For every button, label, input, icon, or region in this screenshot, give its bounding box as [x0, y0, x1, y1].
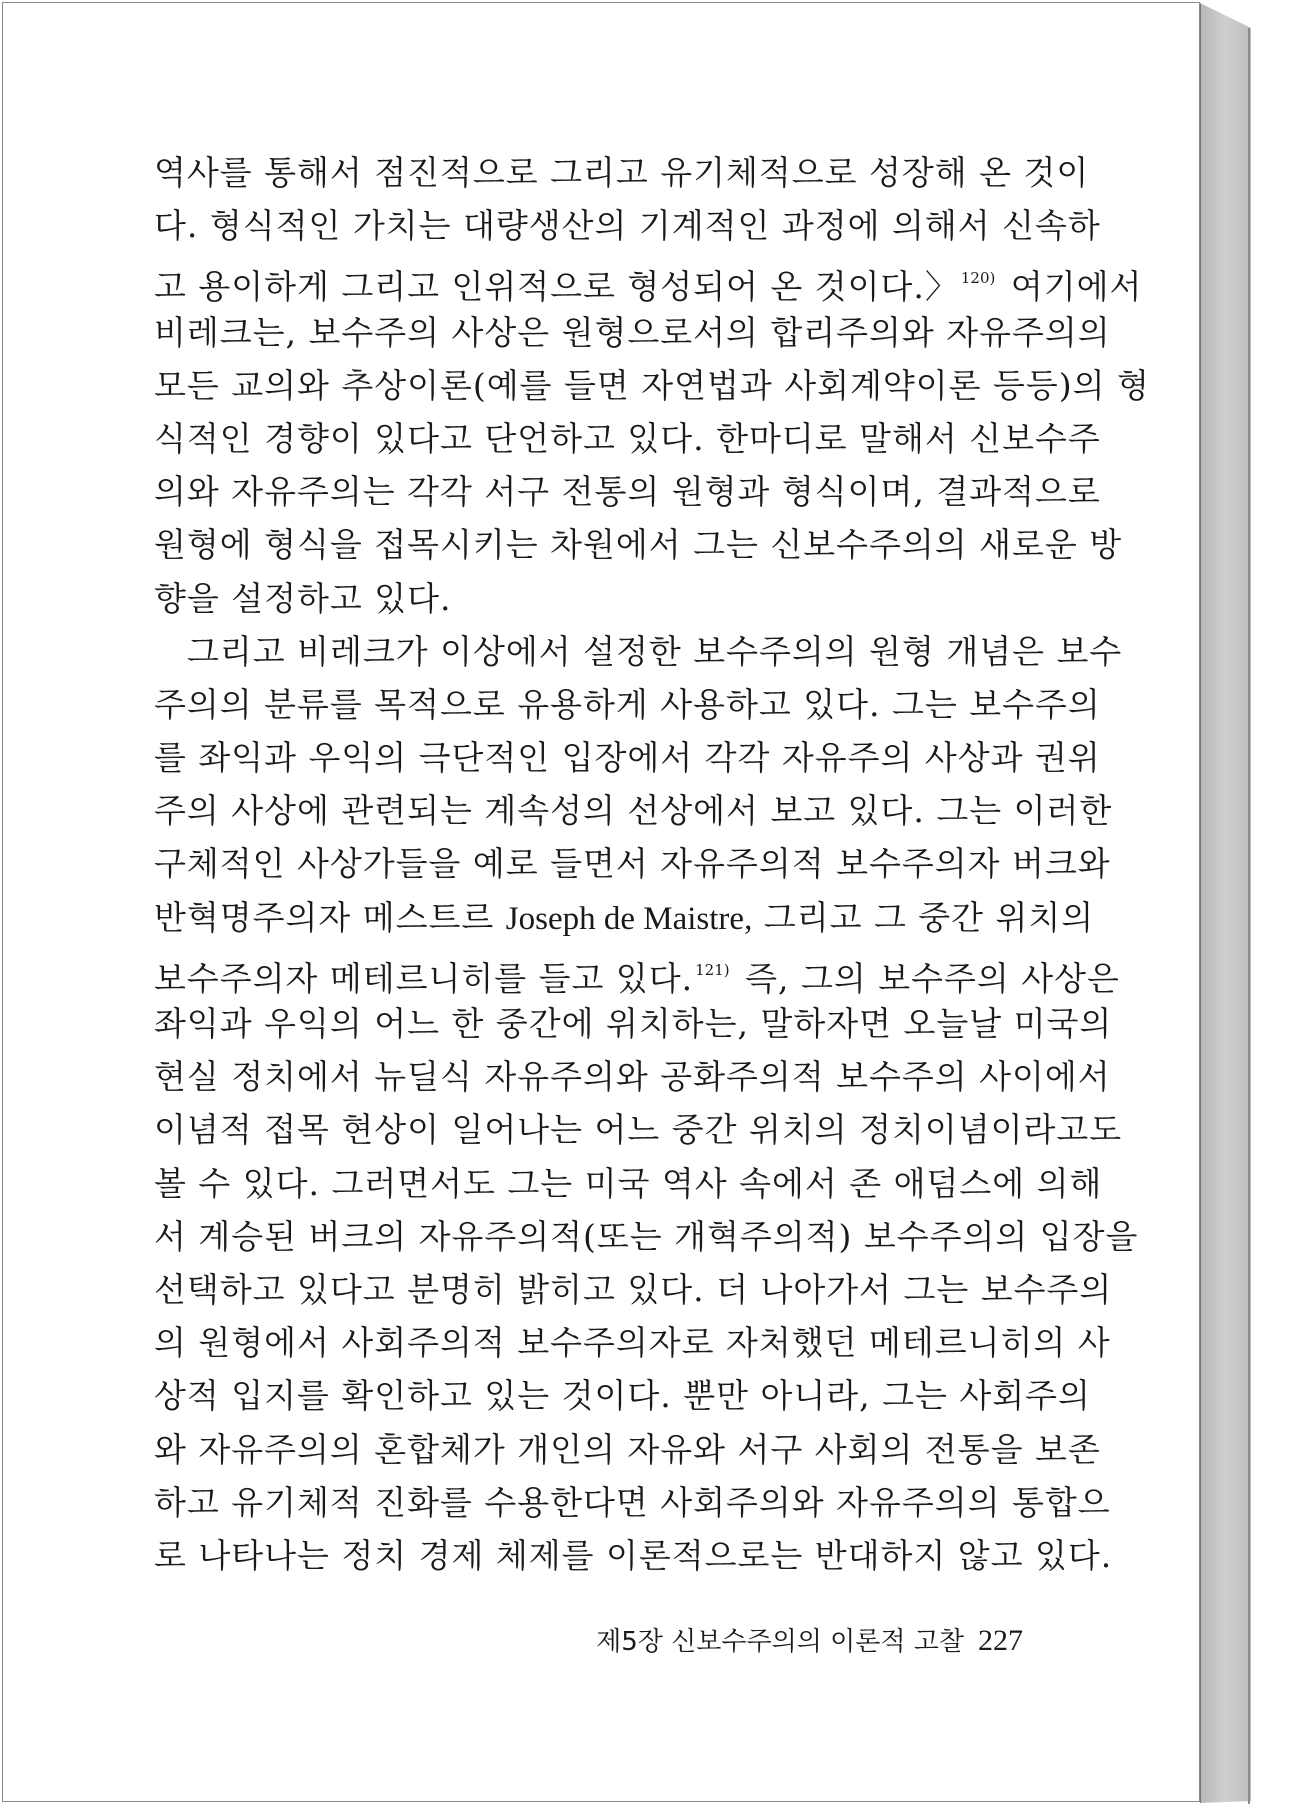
text-line: 그리고 비레크가 이상에서 설정한 보수주의의 원형 개념은 보수	[187, 631, 1123, 671]
text-line: 이념적 접목 현상이 일어나는 어느 중간 위치의 정치이념이라고도	[154, 1110, 1123, 1150]
page-footer	[583, 1621, 1023, 1658]
text-line: 를 좌익과 우익의 극단적인 입장에서 각각 자유주의 사상과 권위	[154, 738, 1101, 778]
text-line: 의와 자유주의는 각각 서구 전통의 원형과 형식이며, 결과적으로	[154, 472, 1101, 512]
text-line: 구체적인 사상가들을 예로 들면서 자유주의적 보수주의자 버크와	[154, 844, 1111, 884]
text-line: 와 자유주의의 혼합체가 개인의 자유와 서구 사회의 전통을 보존	[154, 1429, 1101, 1469]
foreign-name: Joseph de Maistre,	[505, 900, 753, 937]
book-spine-edge	[1200, 3, 1251, 1803]
text-line: 로 나타나는 정치 경제 체제를 이론적으로는 반대하지 않고 있다.	[154, 1535, 1113, 1575]
body-text	[154, 146, 1150, 1582]
text-line: 하고 유기체적 진화를 수용한다면 사회주의와 자유주의의 통합으	[154, 1482, 1111, 1522]
text-line: 볼 수 있다. 그러면서도 그는 미국 역사 속에서 존 애덤스에 의해	[154, 1163, 1103, 1203]
text-line: 모든 교의와 추상이론(예를 들면 자연법과 사회계약이론 등등)의 형	[154, 365, 1150, 405]
text-segment: 보수주의자 메테르니히를 들고 있다.	[154, 958, 694, 998]
text-segment: 그리고 그 중간 위치의	[752, 897, 1095, 937]
text-line: 비레크는, 보수주의 사상은 원형으로서의 합리주의와 자유주의의	[154, 312, 1111, 352]
text-segment: 즉, 그의 보수주의 사상은	[733, 958, 1120, 998]
text-line: 식적인 경향이 있다고 단언하고 있다. 한마디로 말해서 신보수주	[154, 418, 1101, 458]
text-line: 주의의 분류를 목적으로 유용하게 사용하고 있다. 그는 보수주의	[154, 684, 1101, 724]
text-line: 상적 입지를 확인하고 있는 것이다. 뿐만 아니라, 그는 사회주의	[154, 1376, 1091, 1416]
text-line: 원형에 형식을 접목시키는 차원에서 그는 신보수주의의 새로운 방	[154, 525, 1123, 565]
page-number: 227	[978, 1624, 1023, 1657]
text-line	[154, 891, 1095, 944]
text-line: 선택하고 있다고 분명히 밝히고 있다. 더 나아가서 그는 보수주의	[154, 1269, 1113, 1309]
text-line: 향을 설정하고 있다.	[154, 578, 452, 618]
text-segment: 여기에서	[999, 267, 1143, 307]
text-line: 의 원형에서 사회주의적 보수주의자로 자처했던 메테르니히의 사	[154, 1323, 1111, 1363]
text-line	[154, 944, 1120, 998]
text-segment: 고 용이하게 그리고 인위적으로 형성되어 온 것이다.〉	[154, 267, 959, 307]
text-line: 역사를 통해서 점진적으로 그리고 유기체적으로 성장해 온 것이	[154, 153, 1090, 192]
book-spine-line	[1248, 28, 1250, 1804]
book-page	[2, 2, 1200, 1802]
footnote-ref-121: 121)	[695, 960, 730, 979]
running-title: 제5장 신보수주의의 이론적 고찰	[596, 1627, 964, 1657]
text-segment: 반혁명주의자 메스트르	[154, 897, 495, 937]
text-line: 좌익과 우익의 어느 한 중간에 위치하는, 말하자면 오늘날 미국의	[154, 1004, 1113, 1043]
text-line: 서 계승된 버크의 자유주의적(또는 개혁주의적) 보수주의의 입장을	[154, 1216, 1139, 1256]
footnote-ref-120: 120)	[960, 269, 996, 288]
text-line	[154, 252, 1143, 307]
text-line: 현실 정치에서 뉴딜식 자유주의와 공화주의적 보수주의 사이에서	[154, 1057, 1111, 1097]
text-line: 주의 사상에 관련되는 계속성의 선상에서 보고 있다. 그는 이러한	[154, 791, 1113, 831]
text-line: 다. 형식적인 가치는 대량생산의 기계적인 과정에 의해서 신속하	[154, 206, 1101, 246]
